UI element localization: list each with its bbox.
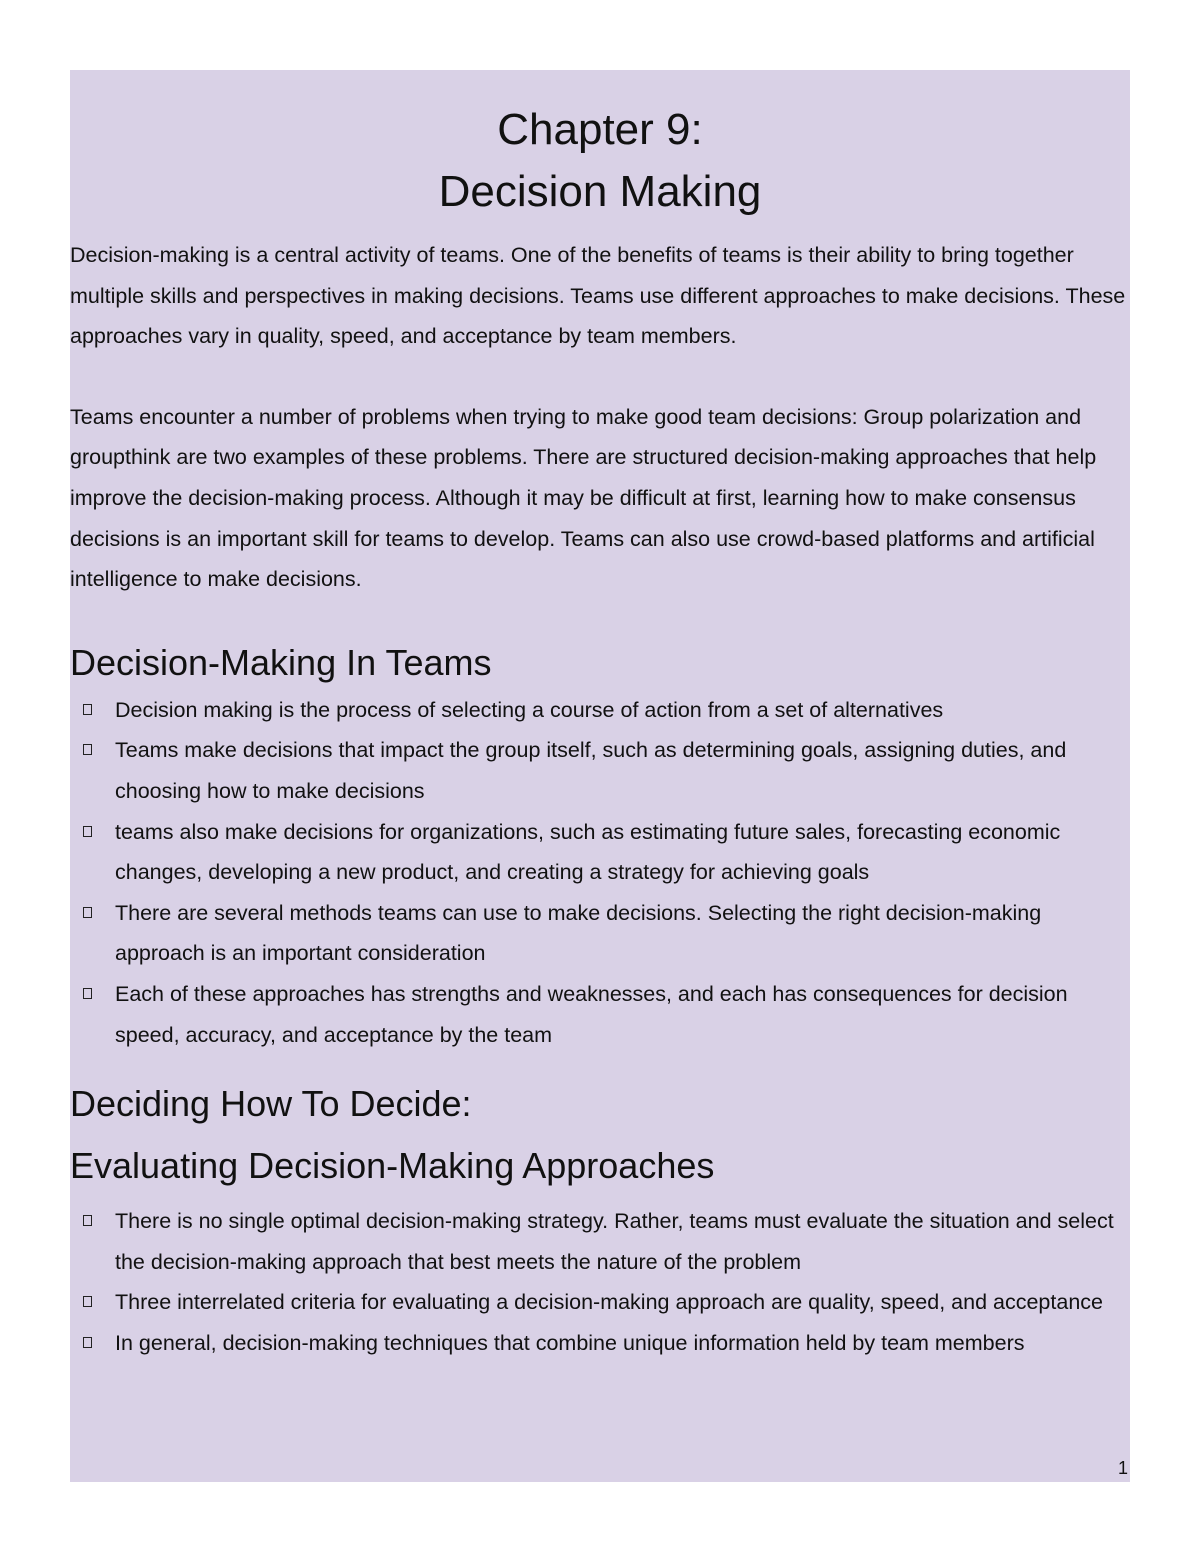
square-bullet-icon bbox=[83, 988, 92, 999]
square-bullet-icon bbox=[83, 1296, 92, 1307]
square-bullet-icon bbox=[83, 826, 92, 837]
section-heading-deciding-how-to-decide: Deciding How To Decide: bbox=[70, 1083, 472, 1125]
list-item bbox=[70, 1323, 1130, 1364]
section-heading-decision-making-in-teams: Decision-Making In Teams bbox=[70, 641, 492, 683]
intro-paragraph-1: Decision-making is a central activity of teams. One of the benefits of teams is their ability to bring together multiple skills and perspectives in making decisions. Teams use different approaches to make decisions. These approaches vary in quality, speed, and acceptance by team members. bbox=[70, 243, 1126, 349]
list-item-text: In general, decision-making techniques that combine unique information held by team members bbox=[115, 1330, 1025, 1355]
list-item bbox=[70, 893, 1130, 974]
document-page bbox=[70, 70, 1130, 1482]
section-heading-evaluating-approaches: Evaluating Decision-Making Approaches bbox=[70, 1145, 715, 1187]
square-bullet-icon bbox=[83, 704, 92, 715]
list-item bbox=[70, 1201, 1130, 1282]
square-bullet-icon bbox=[83, 907, 92, 918]
section2-bullet-list bbox=[70, 1201, 1130, 1363]
list-item-text: Teams make decisions that impact the group itself, such as determining goals, assigning duties, and choosing how to make decisions bbox=[115, 738, 1067, 803]
list-item bbox=[70, 974, 1130, 1055]
chapter-number: Chapter 9: bbox=[497, 105, 703, 154]
chapter-name: Decision Making bbox=[438, 167, 762, 216]
list-item-text: teams also make decisions for organizations, such as estimating future sales, forecasting economic changes, developing a new product, and creating a strategy for achieving goals bbox=[115, 819, 1061, 885]
section1-bullet-list bbox=[70, 690, 1130, 1055]
list-item bbox=[70, 812, 1130, 893]
square-bullet-icon bbox=[83, 1337, 92, 1348]
list-item-text: There is no single optimal decision-making strategy. Rather, teams must evaluate the situation and select the decision-making approach that best meets the nature of the problem bbox=[115, 1209, 1114, 1274]
list-item bbox=[70, 1282, 1130, 1323]
chapter-title bbox=[70, 99, 1130, 223]
page-number: 1 bbox=[1117, 1458, 1128, 1478]
list-item bbox=[70, 690, 1130, 731]
square-bullet-icon bbox=[83, 1215, 92, 1226]
intro-paragraph-2: Teams encounter a number of problems when trying to make good team decisions: Group polarization and groupthink are two examples of these problems. There are structured decision-making approaches that help improve the decision-making process. Although it may be difficult at first, learning how to make consensus decisions is an important skill for teams to develop. Teams can also use crowd-based platforms and artificial intelligence to make decisions. bbox=[70, 404, 1097, 592]
list-item-text: Decision making is the process of selecting a course of action from a set of alternatives bbox=[115, 697, 944, 722]
list-item bbox=[70, 730, 1130, 811]
list-item-text: Three interrelated criteria for evaluating a decision-making approach are quality, speed, and acceptance bbox=[115, 1290, 1103, 1315]
list-item-text: There are several methods teams can use to make decisions. Selecting the right decision-making approach is an important consideration bbox=[115, 900, 1042, 966]
list-item-text: Each of these approaches has strengths and weaknesses, and each has consequences for decision speed, accuracy, and acceptance by the team bbox=[115, 981, 1068, 1047]
square-bullet-icon bbox=[83, 744, 92, 755]
